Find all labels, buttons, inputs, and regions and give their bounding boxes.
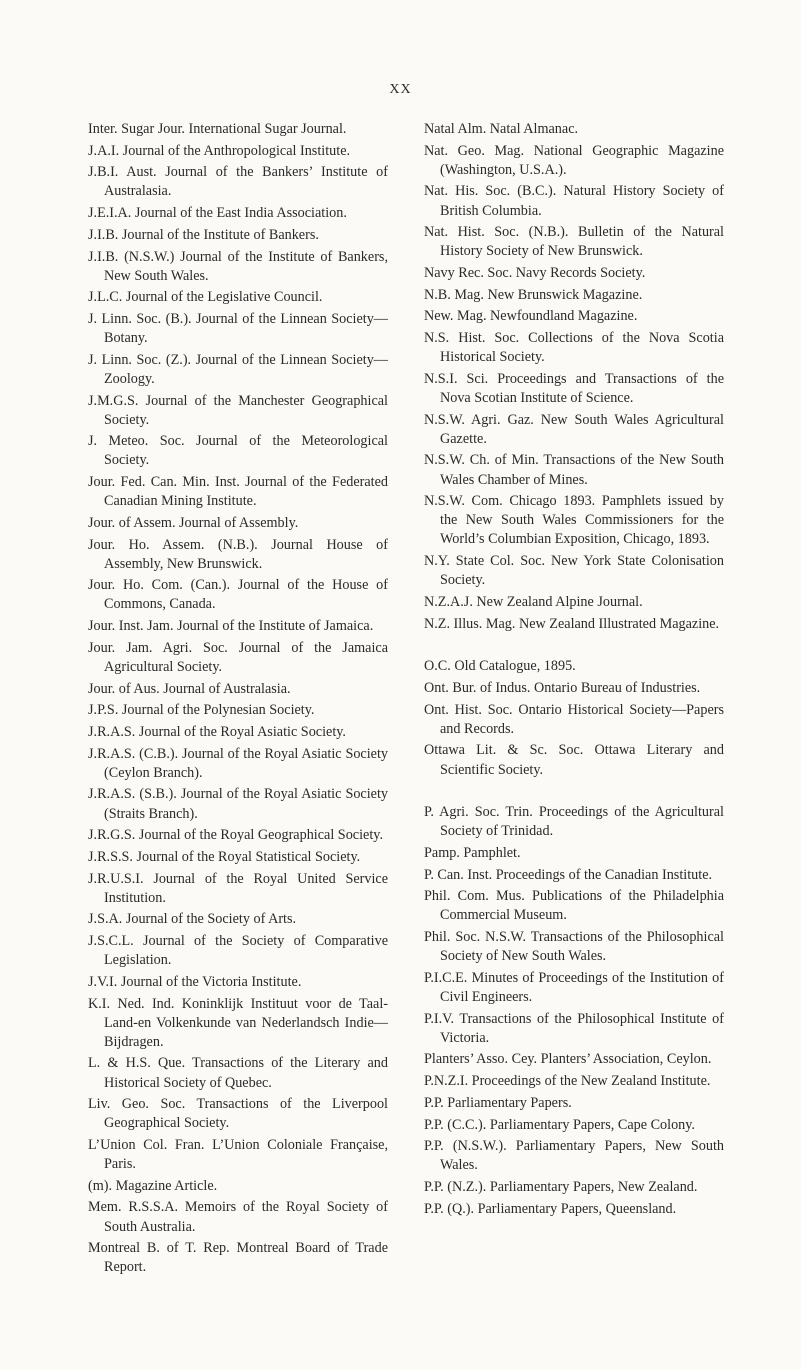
abbreviation-list-o (424, 657, 724, 779)
abbreviation-entry: Phil. Com. Mus. Publications of the Philadelphia Commercial Museum. (424, 888, 724, 924)
abbreviation-entry: Ont. Hist. Soc. Ontario Historical Society—Papers and Records. (424, 701, 724, 737)
abbreviation-entry: Jour. of Assem. Journal of Assembly. (88, 514, 299, 531)
abbreviation-entry: Natal Alm. Natal Almanac. (424, 121, 579, 137)
abbreviation-entry: J.I.B. Journal of the Institute of Bankers. (88, 226, 319, 243)
abbreviation-entry: P.P. Parliamentary Papers. (424, 1094, 572, 1111)
abbreviation-entry: P.I.V. Transactions of the Philosophical Institute of Victoria. (424, 1010, 724, 1046)
abbreviation-entry: P.N.Z.I. Proceedings of the New Zealand Institute. (424, 1073, 711, 1090)
abbreviation-entry: Jour. Ho. Com. (Can.). Journal of the House of Commons, Canada. (88, 577, 388, 613)
abbreviation-entry: J.R.A.S. (S.B.). Journal of the Royal Asiatic Society (Straits Branch). (88, 786, 388, 822)
abbreviation-entry: P.I.C.E. Minutes of Proceedings of the Institution of Civil Engineers. (424, 969, 724, 1005)
abbreviation-entry: K.I. Ned. Ind. Koninklijk Instituut voor de Taal-Land-en Volkenkunde van Nederlandsch Indie—Bijdragen. (88, 995, 388, 1050)
abbreviation-entry: J.A.I. Journal of the Anthropological Institute. (88, 142, 351, 159)
page-number: XX (389, 82, 412, 97)
abbreviation-entry: Inter. Sugar Jour. International Sugar Journal. (88, 121, 347, 137)
abbreviation-entry: N.S.W. Com. Chicago 1893. Pamphlets issued by the New South Wales Commissioners for the World’s Columbian Exposition, Chicago, 1893. (424, 493, 724, 548)
abbreviation-entry: N.B. Mag. New Brunswick Magazine. (424, 286, 643, 303)
abbreviation-entry: J.R.A.S. Journal of the Royal Asiatic Society. (88, 724, 346, 740)
abbreviation-entry: P. Can. Inst. Proceedings of the Canadian Institute. (424, 866, 713, 883)
abbreviation-entry: L. & H.S. Que. Transactions of the Literary and Historical Society of Quebec. (88, 1055, 388, 1091)
abbreviation-entry: J.M.G.S. Journal of the Manchester Geographical Society. (88, 392, 388, 428)
abbreviation-entry: N.Z.A.J. New Zealand Alpine Journal. (424, 593, 643, 610)
section-gap (424, 782, 724, 803)
abbreviation-entry: Montreal B. of T. Rep. Montreal Board of Trade Report. (88, 1240, 388, 1276)
abbreviation-entry: Phil. Soc. N.S.W. Transactions of the Philosophical Society of New South Wales. (424, 929, 724, 965)
abbreviation-entry: Nat. Hist. Soc. (N.B.). Bulletin of the Natural History Society of New Brunswick. (424, 224, 724, 260)
abbreviation-entry: Jour. Ho. Assem. (N.B.). Journal House of Assembly, New Brunswick. (88, 536, 388, 572)
left-column (88, 120, 388, 1280)
abbreviation-entry: P.P. (N.Z.). Parliamentary Papers, New Zealand. (424, 1179, 698, 1195)
abbreviation-entry: Jour. of Aus. Journal of Australasia. (88, 680, 291, 697)
abbreviation-entry: J.S.C.L. Journal of the Society of Comparative Legislation. (88, 933, 388, 969)
abbreviation-entry: N.Z. Illus. Mag. New Zealand Illustrated Magazine. (424, 615, 720, 632)
abbreviation-entry: J.S.A. Journal of the Society of Arts. (88, 911, 297, 928)
abbreviation-entry: N.S.W. Ch. of Min. Transactions of the New South Wales Chamber of Mines. (424, 452, 724, 488)
abbreviation-entry: N.Y. State Col. Soc. New York State Colonisation Society. (424, 553, 724, 589)
abbreviation-entry: N.S.W. Agri. Gaz. New South Wales Agricultural Gazette. (424, 411, 724, 447)
abbreviation-entry: J.R.G.S. Journal of the Royal Geographical Society. (88, 827, 383, 844)
abbreviation-entry: P.P. (Q.). Parliamentary Papers, Queensland. (424, 1200, 677, 1217)
abbreviation-entry: Mem. R.S.S.A. Memoirs of the Royal Society of South Australia. (88, 1199, 388, 1235)
abbreviation-entry: J. Meteo. Soc. Journal of the Meteorological Society. (88, 433, 388, 469)
right-column (424, 120, 724, 1221)
abbreviation-entry: J.B.I. Aust. Journal of the Bankers’ Institute of Australasia. (88, 164, 388, 200)
abbreviation-entry: O.C. Old Catalogue, 1895. (424, 658, 576, 675)
abbreviation-entry: J.E.I.A. Journal of the East India Association. (88, 205, 347, 222)
abbreviation-entry: J.I.B. (N.S.W.) Journal of the Institute of Bankers, New South Wales. (88, 248, 388, 284)
abbreviation-entry: J.R.A.S. (C.B.). Journal of the Royal Asiatic Society (Ceylon Branch). (88, 745, 388, 781)
abbreviation-entry: Navy Rec. Soc. Navy Records Society. (424, 265, 646, 282)
abbreviation-entry: J.L.C. Journal of the Legislative Council. (88, 289, 323, 306)
abbreviation-entry: Ont. Bur. of Indus. Ontario Bureau of Industries. (424, 679, 701, 696)
abbreviation-entry: (m). Magazine Article. (88, 1177, 218, 1194)
abbreviation-entry: Nat. Geo. Mag. National Geographic Magazine (Washington, U.S.A.). (424, 142, 724, 178)
abbreviation-entry: Jour. Inst. Jam. Journal of the Institute of Jamaica. (88, 618, 374, 635)
abbreviation-entry: Jour. Fed. Can. Min. Inst. Journal of the Federated Canadian Mining Institute. (88, 474, 388, 510)
abbreviation-entry: N.S.I. Sci. Proceedings and Transactions of the Nova Scotian Institute of Science. (424, 370, 724, 406)
abbreviation-entry: Liv. Geo. Soc. Transactions of the Liverpool Geographical Society. (88, 1096, 388, 1132)
abbreviation-list-p (424, 803, 724, 1219)
abbreviation-entry: P.P. (N.S.W.). Parliamentary Papers, New South Wales. (424, 1138, 724, 1174)
abbreviation-entry: Pamp. Pamphlet. (424, 844, 521, 861)
abbreviation-entry: J. Linn. Soc. (Z.). Journal of the Linnean Society—Zoology. (88, 351, 388, 387)
abbreviation-entry: P. Agri. Soc. Trin. Proceedings of the Agricultural Society of Trinidad. (424, 804, 724, 840)
abbreviation-list-n (424, 120, 724, 634)
abbreviation-entry: Planters’ Asso. Cey. Planters’ Association, Ceylon. (424, 1051, 712, 1068)
abbreviation-entry: J.P.S. Journal of the Polynesian Society. (88, 702, 315, 719)
abbreviation-entry: J.V.I. Journal of the Victoria Institute. (88, 973, 302, 990)
abbreviation-entry: P.P. (C.C.). Parliamentary Papers, Cape Colony. (424, 1116, 695, 1133)
abbreviation-entry: Jour. Jam. Agri. Soc. Journal of the Jamaica Agricultural Society. (88, 639, 388, 675)
abbreviation-entry: J. Linn. Soc. (B.). Journal of the Linnean Society—Botany. (88, 311, 388, 347)
section-gap (424, 636, 724, 657)
abbreviation-entry: J.R.S.S. Journal of the Royal Statistical Society. (88, 848, 361, 865)
abbreviation-entry: J.R.U.S.I. Journal of the Royal United Service Institution. (88, 870, 388, 906)
abbreviation-entry: New. Mag. Newfoundland Magazine. (424, 308, 638, 325)
abbreviation-entry: L’Union Col. Fran. L’Union Coloniale Française, Paris. (88, 1137, 388, 1173)
abbreviation-entry: Ottawa Lit. & Sc. Soc. Ottawa Literary and Scientific Society. (424, 742, 724, 778)
abbreviation-entry: Nat. His. Soc. (B.C.). Natural History Society of British Columbia. (424, 183, 724, 219)
abbreviation-entry: N.S. Hist. Soc. Collections of the Nova Scotia Historical Society. (424, 330, 724, 366)
abbreviation-list-j-m (88, 120, 388, 1277)
